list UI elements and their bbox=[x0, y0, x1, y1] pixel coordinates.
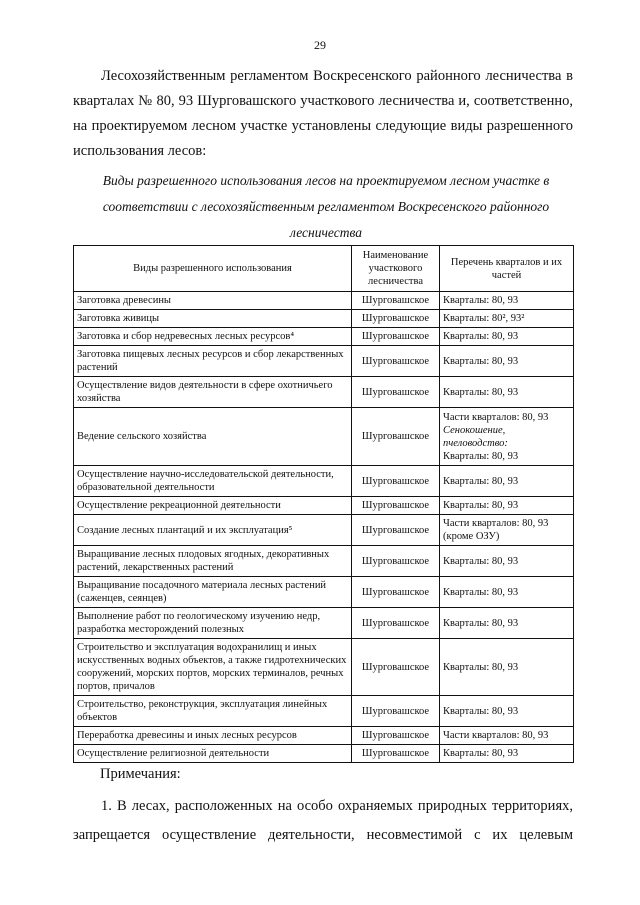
use-cell: Заготовка живицы bbox=[74, 310, 352, 328]
quarters-cell: Кварталы: 80, 93 bbox=[440, 346, 574, 377]
forestry-cell: Шурговашское bbox=[352, 608, 440, 639]
table-row bbox=[74, 608, 574, 639]
quarters-cell: Кварталы: 80, 93 bbox=[440, 745, 574, 763]
forestry-cell: Шурговашское bbox=[352, 696, 440, 727]
table-row bbox=[74, 328, 574, 346]
forestry-cell: Шурговашское bbox=[352, 497, 440, 515]
forestry-cell: Шурговашское bbox=[352, 577, 440, 608]
use-cell: Строительство, реконструкция, эксплуатация линейных объектов bbox=[74, 696, 352, 727]
use-cell: Выращивание посадочного материала лесных растений (саженцев, сеянцев) bbox=[74, 577, 352, 608]
quarters-cell: Кварталы: 80, 93 bbox=[440, 466, 574, 497]
note-1-line-2: запрещается осуществление деятельности, несовместимой с их целевым bbox=[73, 827, 573, 843]
quarters-cell: Кварталы: 80, 93 bbox=[440, 377, 574, 408]
forestry-cell: Шурговашское bbox=[352, 639, 440, 696]
quarters-cell: Кварталы: 80, 93 bbox=[440, 696, 574, 727]
forestry-cell: Шурговашское bbox=[352, 377, 440, 408]
table-row bbox=[74, 639, 574, 696]
use-cell: Осуществление рекреационной деятельности bbox=[74, 497, 352, 515]
table-row bbox=[74, 377, 574, 408]
table-header-row bbox=[74, 246, 574, 292]
use-cell: Осуществление видов деятельности в сфере охотничьего хозяйства bbox=[74, 377, 352, 408]
quarters-cell: Кварталы: 80, 93 bbox=[440, 546, 574, 577]
note-1-line-1: 1. В лесах, расположенных на особо охраняемых природных территориях, bbox=[101, 798, 573, 814]
use-cell: Строительство и эксплуатация водохранилищ и иных искусственных водных объектов, а также гидротехнических сооружений, морских портов, морских терминалов, речных портов, причалов bbox=[74, 639, 352, 696]
quarters-cell: Кварталы: 80, 93 bbox=[440, 292, 574, 310]
use-cell: Переработка древесины и иных лесных ресурсов bbox=[74, 727, 352, 745]
table-caption: Виды разрешенного использования лесов на проектируемом лесном участке в соответствии с лесохозяйственным регламентом Воскресенского районного лесничества bbox=[102, 173, 550, 240]
header-quarters: Перечень кварталов и их частей bbox=[440, 246, 574, 292]
quarters-cell: Кварталы: 80, 93 bbox=[440, 497, 574, 515]
table-row bbox=[74, 577, 574, 608]
quarters-cell: Части кварталов: 80, 93 bbox=[440, 727, 574, 745]
page-number: 29 bbox=[314, 38, 326, 52]
quarters-cell: Кварталы: 80², 93² bbox=[440, 310, 574, 328]
notes-title: Примечания: bbox=[100, 766, 181, 782]
quarters-cell: Кварталы: 80, 93 bbox=[440, 608, 574, 639]
forestry-cell: Шурговашское bbox=[352, 515, 440, 546]
quarters-cell: Кварталы: 80, 93 bbox=[440, 577, 574, 608]
table-row bbox=[74, 292, 574, 310]
table-row bbox=[74, 497, 574, 515]
quarters-cell: Кварталы: 80, 93 bbox=[440, 639, 574, 696]
quarters-cell: Кварталы: 80, 93 bbox=[440, 328, 574, 346]
table-row bbox=[74, 408, 574, 466]
header-use: Виды разрешенного использования bbox=[74, 246, 352, 292]
table-row bbox=[74, 310, 574, 328]
forestry-cell: Шурговашское bbox=[352, 727, 440, 745]
table-row bbox=[74, 727, 574, 745]
forestry-cell: Шурговашское bbox=[352, 408, 440, 466]
permitted-uses-table bbox=[73, 245, 574, 763]
quarters-cell: Части кварталов: 80, 93 (кроме ОЗУ) bbox=[440, 515, 574, 546]
table-row bbox=[74, 546, 574, 577]
use-cell: Создание лесных плантаций и их эксплуатация⁵ bbox=[74, 515, 352, 546]
use-cell: Заготовка древесины bbox=[74, 292, 352, 310]
quarters-italic-note: Сенокошение, пчеловодство: bbox=[443, 424, 508, 449]
use-cell: Заготовка и сбор недревесных лесных ресурсов⁴ bbox=[74, 328, 352, 346]
quarters-cell bbox=[440, 408, 574, 466]
forestry-cell: Шурговашское bbox=[352, 546, 440, 577]
table-row bbox=[74, 696, 574, 727]
use-cell: Выращивание лесных плодовых ягодных, декоративных растений, лекарственных растений bbox=[74, 546, 352, 577]
forestry-cell: Шурговашское bbox=[352, 292, 440, 310]
forestry-cell: Шурговашское bbox=[352, 466, 440, 497]
table-row bbox=[74, 346, 574, 377]
use-cell: Осуществление научно-исследовательской деятельности, образовательной деятельности bbox=[74, 466, 352, 497]
forestry-cell: Шурговашское bbox=[352, 328, 440, 346]
table-row bbox=[74, 466, 574, 497]
quarters-line: Кварталы: 80, 93 bbox=[443, 450, 519, 462]
quarters-parts-line: Части кварталов: 80, 93 bbox=[443, 411, 549, 423]
intro-text: Лесохозяйственным регламентом Воскресенского районного лесничества в кварталах № 80, 93 Шурговашского участкового лесничества и, соответственно, на проектируемом лесном участке установлены следующие виды разрешенного использования лесов: bbox=[73, 68, 573, 159]
use-cell: Осуществление религиозной деятельности bbox=[74, 745, 352, 763]
note-1 bbox=[73, 792, 573, 850]
intro-paragraph bbox=[73, 64, 573, 164]
use-cell: Выполнение работ по геологическому изучению недр, разработка месторождений полезных bbox=[74, 608, 352, 639]
forestry-cell: Шурговашское bbox=[352, 745, 440, 763]
forestry-cell: Шурговашское bbox=[352, 346, 440, 377]
use-cell: Ведение сельского хозяйства bbox=[74, 408, 352, 466]
table-row bbox=[74, 515, 574, 546]
use-cell: Заготовка пищевых лесных ресурсов и сбор лекарственных растений bbox=[74, 346, 352, 377]
table-row bbox=[74, 745, 574, 763]
header-forestry: Наименование участкового лесничества bbox=[352, 246, 440, 292]
forestry-cell: Шурговашское bbox=[352, 310, 440, 328]
